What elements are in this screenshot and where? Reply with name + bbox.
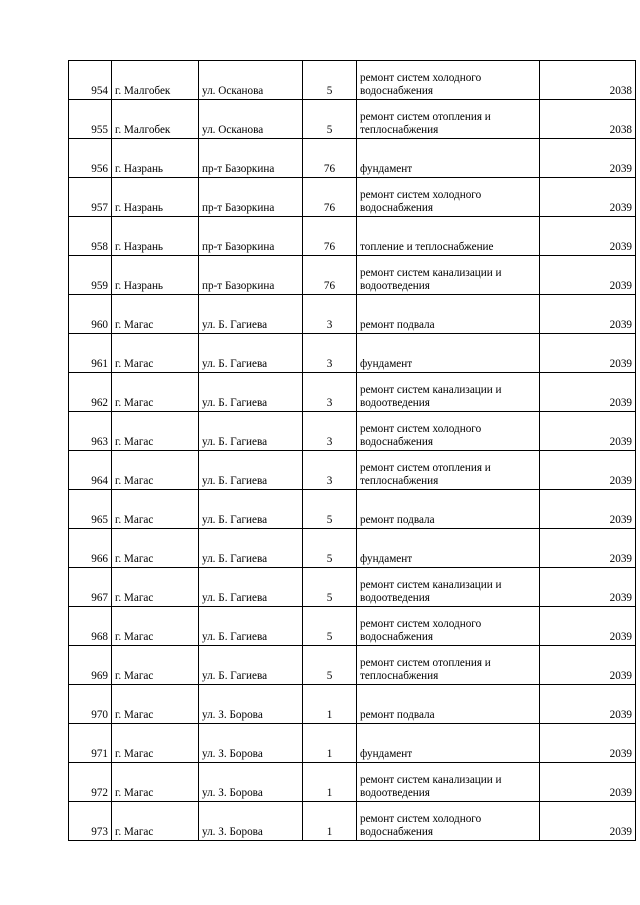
row-number-cell: 965	[69, 490, 112, 529]
house-number-cell: 3	[303, 412, 357, 451]
table-row	[69, 646, 636, 685]
house-number-cell: 5	[303, 646, 357, 685]
row-number-cell: 969	[69, 646, 112, 685]
street-cell: ул. Б. Гагиева	[199, 295, 303, 334]
table-row	[69, 607, 636, 646]
row-number-cell: 960	[69, 295, 112, 334]
city-cell: г. Магас	[112, 646, 199, 685]
year-cell: 2039	[540, 646, 636, 685]
table-row	[69, 529, 636, 568]
work-type-cell: ремонт систем канализации и водоотведения	[357, 763, 540, 802]
table-row	[69, 412, 636, 451]
street-cell: пр-т Базоркина	[199, 139, 303, 178]
city-cell: г. Назрань	[112, 256, 199, 295]
work-type-cell: фундамент	[357, 724, 540, 763]
street-cell: ул. З. Борова	[199, 763, 303, 802]
table-row	[69, 61, 636, 100]
work-type-cell: фундамент	[357, 139, 540, 178]
row-number-cell: 963	[69, 412, 112, 451]
work-type-cell: ремонт систем холодного водоснабжения	[357, 607, 540, 646]
house-number-cell: 3	[303, 334, 357, 373]
table-row	[69, 373, 636, 412]
year-cell: 2039	[540, 568, 636, 607]
house-number-cell: 3	[303, 373, 357, 412]
year-cell: 2039	[540, 256, 636, 295]
house-number-cell: 76	[303, 139, 357, 178]
year-cell: 2039	[540, 763, 636, 802]
row-number-cell: 956	[69, 139, 112, 178]
street-cell: пр-т Базоркина	[199, 178, 303, 217]
work-type-cell: ремонт систем холодного водоснабжения	[357, 61, 540, 100]
street-cell: ул. Б. Гагиева	[199, 490, 303, 529]
table-row	[69, 178, 636, 217]
street-cell: ул. З. Борова	[199, 724, 303, 763]
work-type-cell: ремонт систем холодного водоснабжения	[357, 412, 540, 451]
row-number-cell: 968	[69, 607, 112, 646]
street-cell: ул. З. Борова	[199, 685, 303, 724]
city-cell: г. Магас	[112, 529, 199, 568]
street-cell: ул. Осканова	[199, 100, 303, 139]
house-number-cell: 5	[303, 61, 357, 100]
street-cell: ул. Б. Гагиева	[199, 373, 303, 412]
street-cell: ул. Б. Гагиева	[199, 412, 303, 451]
work-type-cell: ремонт систем холодного водоснабжения	[357, 178, 540, 217]
street-cell: ул. Б. Гагиева	[199, 646, 303, 685]
year-cell: 2039	[540, 802, 636, 841]
table-row	[69, 139, 636, 178]
row-number-cell: 971	[69, 724, 112, 763]
work-type-cell: ремонт систем отопления и теплоснабжения	[357, 100, 540, 139]
house-number-cell: 1	[303, 802, 357, 841]
year-cell: 2039	[540, 217, 636, 256]
house-number-cell: 3	[303, 295, 357, 334]
table-body	[69, 61, 636, 841]
row-number-cell: 954	[69, 61, 112, 100]
table-row	[69, 763, 636, 802]
table-row	[69, 451, 636, 490]
row-number-cell: 964	[69, 451, 112, 490]
table-row	[69, 490, 636, 529]
table-row	[69, 256, 636, 295]
city-cell: г. Магас	[112, 490, 199, 529]
city-cell: г. Магас	[112, 607, 199, 646]
row-number-cell: 962	[69, 373, 112, 412]
work-type-cell: ремонт систем отопления и теплоснабжения	[357, 451, 540, 490]
city-cell: г. Магас	[112, 763, 199, 802]
city-cell: г. Малгобек	[112, 100, 199, 139]
street-cell: ул. Б. Гагиева	[199, 334, 303, 373]
table-row	[69, 724, 636, 763]
work-type-cell: ремонт систем отопления и теплоснабжения	[357, 646, 540, 685]
house-number-cell: 76	[303, 256, 357, 295]
street-cell: ул. Б. Гагиева	[199, 451, 303, 490]
work-type-cell: ремонт систем канализации и водоотведения	[357, 373, 540, 412]
house-number-cell: 5	[303, 568, 357, 607]
work-type-cell: топление и теплоснабжение	[357, 217, 540, 256]
work-type-cell: ремонт систем канализации и водоотведения	[357, 568, 540, 607]
year-cell: 2038	[540, 61, 636, 100]
street-cell: пр-т Базоркина	[199, 217, 303, 256]
house-number-cell: 3	[303, 451, 357, 490]
year-cell: 2039	[540, 412, 636, 451]
house-number-cell: 5	[303, 529, 357, 568]
house-number-cell: 5	[303, 607, 357, 646]
table-row	[69, 100, 636, 139]
row-number-cell: 966	[69, 529, 112, 568]
street-cell: пр-т Базоркина	[199, 256, 303, 295]
table-row	[69, 295, 636, 334]
year-cell: 2039	[540, 685, 636, 724]
city-cell: г. Назрань	[112, 217, 199, 256]
row-number-cell: 973	[69, 802, 112, 841]
year-cell: 2039	[540, 178, 636, 217]
city-cell: г. Малгобек	[112, 61, 199, 100]
row-number-cell: 958	[69, 217, 112, 256]
work-type-cell: ремонт систем холодного водоснабжения	[357, 802, 540, 841]
house-number-cell: 76	[303, 217, 357, 256]
city-cell: г. Магас	[112, 373, 199, 412]
year-cell: 2039	[540, 295, 636, 334]
row-number-cell: 967	[69, 568, 112, 607]
year-cell: 2038	[540, 100, 636, 139]
street-cell: ул. Осканова	[199, 61, 303, 100]
year-cell: 2039	[540, 490, 636, 529]
year-cell: 2039	[540, 139, 636, 178]
city-cell: г. Магас	[112, 685, 199, 724]
work-type-cell: фундамент	[357, 334, 540, 373]
row-number-cell: 972	[69, 763, 112, 802]
table-row	[69, 802, 636, 841]
street-cell: ул. Б. Гагиева	[199, 568, 303, 607]
work-type-cell: ремонт подвала	[357, 295, 540, 334]
work-type-cell: ремонт систем канализации и водоотведения	[357, 256, 540, 295]
city-cell: г. Магас	[112, 295, 199, 334]
work-type-cell: ремонт подвала	[357, 490, 540, 529]
row-number-cell: 961	[69, 334, 112, 373]
house-number-cell: 1	[303, 685, 357, 724]
city-cell: г. Назрань	[112, 139, 199, 178]
house-number-cell: 1	[303, 724, 357, 763]
house-number-cell: 76	[303, 178, 357, 217]
city-cell: г. Назрань	[112, 178, 199, 217]
year-cell: 2039	[540, 529, 636, 568]
year-cell: 2039	[540, 334, 636, 373]
street-cell: ул. Б. Гагиева	[199, 607, 303, 646]
table-row	[69, 685, 636, 724]
year-cell: 2039	[540, 373, 636, 412]
city-cell: г. Магас	[112, 568, 199, 607]
row-number-cell: 959	[69, 256, 112, 295]
row-number-cell: 957	[69, 178, 112, 217]
city-cell: г. Магас	[112, 451, 199, 490]
city-cell: г. Магас	[112, 334, 199, 373]
document-page	[68, 60, 635, 841]
street-cell: ул. Б. Гагиева	[199, 529, 303, 568]
year-cell: 2039	[540, 724, 636, 763]
year-cell: 2039	[540, 607, 636, 646]
row-number-cell: 970	[69, 685, 112, 724]
year-cell: 2039	[540, 451, 636, 490]
city-cell: г. Магас	[112, 724, 199, 763]
street-cell: ул. З. Борова	[199, 802, 303, 841]
house-number-cell: 5	[303, 490, 357, 529]
table-row	[69, 334, 636, 373]
row-number-cell: 955	[69, 100, 112, 139]
repair-schedule-table	[68, 60, 636, 841]
table-row	[69, 568, 636, 607]
city-cell: г. Магас	[112, 802, 199, 841]
city-cell: г. Магас	[112, 412, 199, 451]
work-type-cell: ремонт подвала	[357, 685, 540, 724]
house-number-cell: 1	[303, 763, 357, 802]
house-number-cell: 5	[303, 100, 357, 139]
work-type-cell: фундамент	[357, 529, 540, 568]
table-row	[69, 217, 636, 256]
